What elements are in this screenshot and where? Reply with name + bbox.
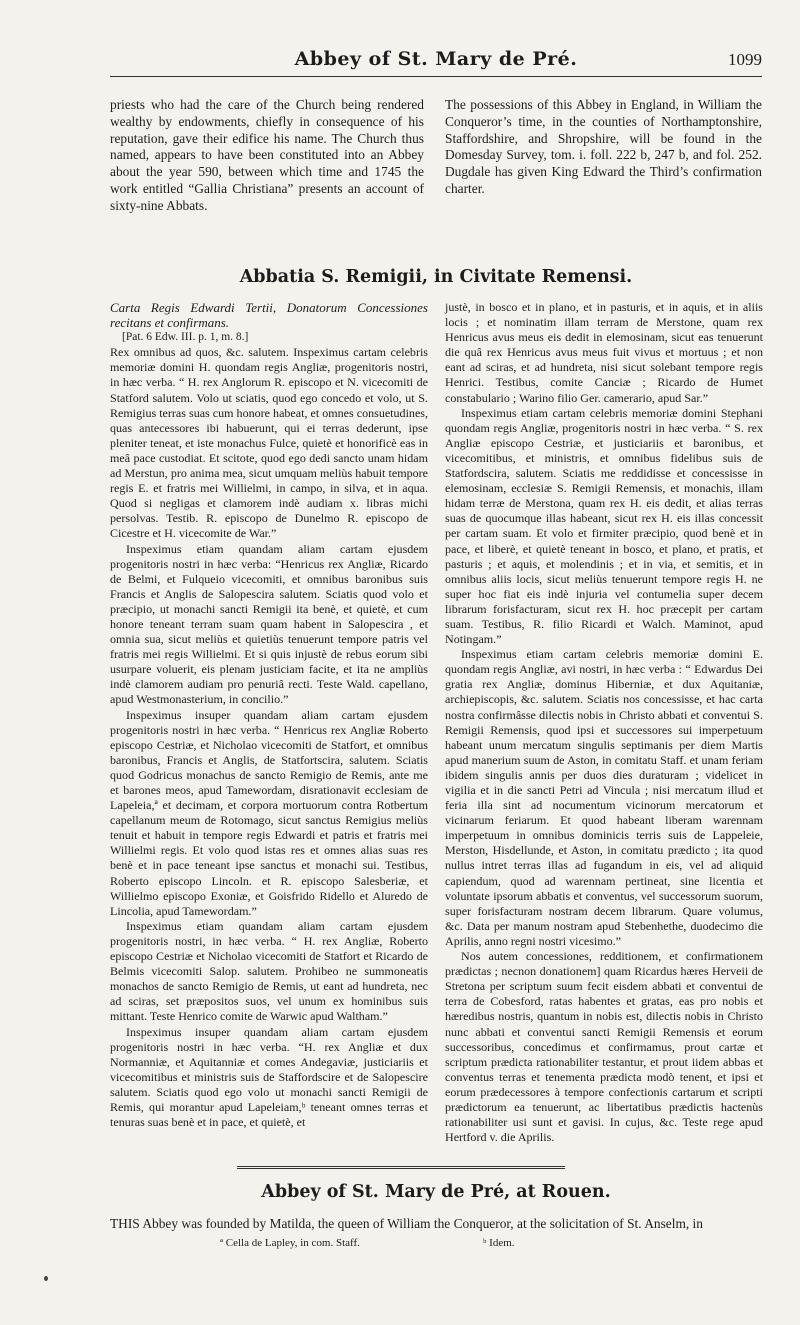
footnote-b: ᵇ Idem. (483, 1237, 515, 1249)
charter-title: Carta Regis Edwardi Tertii, Donatorum Concessiones recitans et confirmans. (110, 300, 428, 331)
left-column (110, 300, 428, 1130)
paragraph: Inspeximus etiam quandam aliam cartam ejusdem progenitoris nostri in hæc verba: “Henricus rex Angliæ, Ricardo de Belmi, et Fulqueio vicecomiti, et omnibus baronibus suis Francis et Anglis de Salopescira salutem. Sciatis quod volo et præcipio, ut monachi sancti Remigii ita benè, et quietè, et cum honore teneant terram suam quam habent in Salopescira , et omnia sua, sicut meliùs et quietiùs tenuerunt tempore patris vel fratris mei regis Willielmi. Et si quis injustè de rebus eorum sibi usurpare voluerit, eis plenam justiciam facite, et ita ne ampliùs indè clamorem audiam pro penuriâ recti. Teste Wald. capellano, apud Westmonasterium, in concilio.” (110, 541, 428, 707)
footnote-a: ª Cella de Lapley, in com. Staff. (220, 1237, 360, 1249)
ink-speck (44, 1276, 48, 1281)
paragraph: Rex omnibus ad quos, &c. salutem. Inspeximus cartam celebris memoriæ domini H. quondam regis Angliæ, progenitoris nostri, in hæc verba. “ H. rex Anglorum R. episcopo et N. vicecomiti de Statford salutem. Volo ut sciatis, quod ego concedo et volo, ut S. Remigius terras suas cum honore habeat, et omnes consuetudines, quas antecessores ibi habuerunt, qui ei terras dederunt, ipse pleniter teneat, et iste monachus Fulce, quietè et honorificè eas in meâ pace custodiat. Et scitote, quod ego dedi sancto unam hidam ad Merstun, pro anima mea, sicut umquam meliùs habuit tempore regis E. et fratris mei Willielmi, in campo, in silva, et in aqua. Quod si negligas et clamorem indè audiam x. libras michi persolvas. Testib. R. episcopo de Dunelmo R. episcopo de Cicestre et H. vicecomite de War.” (110, 345, 428, 541)
running-title: Abbey of St. Mary de Pré. (294, 48, 578, 70)
paragraph: justè, in bosco et in plano, et in pasturis, et in aquis, et in aliis locis ; et nominatim illam terram de Merstone, quam rex Henricus avus meus eis dedit in elemosinam, sicut eas tenuerunt die quâ rex Henricus avus meus fuit vivus et mortuus ; et non eant ad sciras, et ad hundreta, nisi sicut solebant tempore regis Henrici. Testibus, comite Canciæ ; Ricardo de Humet constabulario ; Warino filio Ger. camerario, apud Sar.” (445, 300, 763, 405)
right-column (445, 300, 763, 1145)
paragraph: Inspeximus etiam cartam celebris memoriæ domini Stephani quondam regis Angliæ, progenitoris nostri in hæc verba. “ S. rex Angliæ episcopo Cestriæ, et justiciariis et baronibus, et vicecomitibus, et ministris, et omnibus fidelibus suis de Statfordscira, salutem. Sciatis me reddidisse et concessisse in elemosinam, ecclesiæ S. Remigii Remensis, et monachis, illam hidam terræ de Merstona, quam rex H. eis dedit, et alias terras suas de quocumque illas habeant, sicut rex H. eis illas concessit per cartam suam. Et volo et firmiter præcipio, quod benè et in pace, et liberè, et quietè teneant in bosco, et plano, et pratis, et pasturis ; et aquis, et molendinis ; et in via, et semitis, et in omnibus aliis locis, sicut meliùs tenuerunt tempore regis H. ne super hoc fiat eis indè injuria vel contumelia super decem librarum forisfacturam, sicut rex H. hoc præcepit per cartam suam. Testibus, R. filio Ricardi et Walch. Maminot, apud Notingam.” (445, 405, 763, 647)
header-rule (110, 76, 762, 77)
closing-text: THIS Abbey was founded by Matilda, the queen of William the Conqueror, at the solicitation of St. Anselm, in (110, 1216, 703, 1231)
paragraph: Inspeximus insuper quandam aliam cartam ejusdem progenitoris nostri in hæc verba. “ Henricus rex Angliæ Roberto episcopo Cestriæ, et Nicholao vicecomiti de Statfort, et omnibus baronibus, Francis et Anglis, de Statfortscira, salutem. Sciatis quod Godricus monachus de sancto Remigio de Remis, ante me et barones meos, apud Tamewordam, disrationavit ecclesiam de Lapeleia,ª et decimam, et corpora mortuorum contra Rotbertum capellanum meum de Rotomago, sicut sanctus Remigius meliùs tenuit et habuit in tempore regis Edwardi et patris et fratris mei Willielmi regis. Et volo quod istas res et omnes alias suas res benè et in pace teneant ipse sanctus et monachi sui. Testibus, Roberto episcopo Lincoln. et R. episcopo Salesberiæ, et Willielmo episcopo Exoniæ, et Goisfrido Ridello et Aluredo de Lincolia, apud Tamewordam.” (110, 707, 428, 918)
paragraph: Inspeximus etiam quandam aliam cartam ejusdem progenitoris nostri, in hæc verba. “ H. rex Angliæ, Roberto episcopo Cestriæ et Nicholao vicecomiti de Statfort et Ricardo de Belmis vicecomiti Salop. salutem. Prohibeo ne summoneatis monachos de sancto Remigio de Remis, ut eant ad hundreta, nec ad sciras, set præpositos suos, vel unum ex hominibus suis mittant. Teste Henrico comite de Warwic apud Waltham.” (110, 918, 428, 1024)
page-number: 1099 (728, 50, 762, 69)
paragraph: Inspeximus insuper quandam aliam cartam ejusdem progenitoris nostri in hæc verba. “H. rex Angliæ et dux Normanniæ, et Aquitanniæ et comes Andegaviæ, justiciariis et vicecomitibus et ministris suis de Staffordscire et de Salopescire salutem. Sciatis quod ego volo ut monachi sancti Remigii de Remis, qui morantur apud Lapeleiam,ᵇ teneant omnes terras et tenuras suas benè et in pace, et quietè, et (110, 1024, 428, 1130)
closing-heading: Abbey of St. Mary de Pré, at Rouen. (261, 1182, 611, 1202)
paragraph: Inspeximus etiam cartam celebris memoriæ domini E. quondam regis Angliæ, avi nostri, in hæc verba : “ Edwardus Dei gratia rex Angliæ, dominus Hiberniæ, et dux Aquitaniæ, archiepiscopis, &c. salutem. Sciatis nos concessisse, et hac carta nostra confirmâsse dilectis nobis in Christo abbati et conventui S. Remigii Remensis, quod ipsi et successores sui imperpetuum habeant unum mercatum singulis septimanis per diem Martis apud manerium suum de Aston, in comitatu Staff. et unam feriam ibidem singulis annis per duos dies duraturam ; videlicet in vigilia et in die sancti Petri ad Vincula ; nisi mercatum illud et feria illa sint ad nocumentum vicinorum mercatorum et vicinarum feriarum. Et quod habeant liberam warennam imperpetuum in omnibus dominicis terris suis de Lappeleie, Merston, Hisdellunde, et Aston, in comitatu prædicto ; ita quod nullus intret terras illas ad fugandum in eis, vel ad aliquid capiendum, quod ad warennam pertineat, sine licentia et voluntate ipsorum abbatis et conventus, vel successorum suorum, super forisfacturam nostram decem librarum. Quare volumus, &c. Data per manum nostram apud Stebenhethe, duodecimo die Aprilis, anno regni nostri vicesimo.” (445, 647, 763, 948)
section-heading: Abbatia S. Remigii, in Civitate Remensi. (239, 267, 633, 287)
paragraph: Nos autem concessiones, redditionem, et confirmationem prædictas ; necnon donationem] quam Ricardus hæres Herveii de Stretona per scriptum suum fecit eisdem abbati et conventui de terra de Cobesford, ratas habentes et gratas, eas pro nobis et hæredibus nostris, quantum in nobis est, dilectis nobis in Christo nunc abbati et conventui sancti Remigii Remensis et eorum successoribus, concedimus et confirmamus, prout cartæ et scriptum prædicta rationabiliter testantur, et prout iidem abbas et conventus terras et tenementa prædicta modò tenent, et ipsi et eorum prædecessores à tempore confectionis cartarum et scripti prædictorum ea tenuerunt, ac libertatibus prædictis hactenùs rationabiliter usi sunt et gavisi. In cujus, &c. Teste rege apud Hertford v. die Aprilis. (445, 949, 763, 1145)
intro-right-text: The possessions of this Abbey in England, in William the Conqueror’s time, in the counties of Northamptonshire, Staffordshire, and Shropshire, will be found in the Domesday Survey, tom. i. foll. 222 b, 247 b, and fol. 252. Dugdale has given King Edward the Third’s confirmation charter. (445, 97, 762, 196)
charter-citation: [Pat. 6 Edw. III. p. 1, m. 8.] (122, 331, 249, 344)
page-header (110, 48, 762, 78)
intro-left-text: priests who had the care of the Church being rendered wealthy by endowments, chiefly in consequence of his reputation, gave their edifice his name. The Church thus named, appears to have been constituted into an Abbey about the year 590, between which time and 1745 the work entitled “Gallia Christiana” presents an account of sixty-nine Abbats. (110, 97, 424, 213)
section-divider (237, 1166, 565, 1169)
